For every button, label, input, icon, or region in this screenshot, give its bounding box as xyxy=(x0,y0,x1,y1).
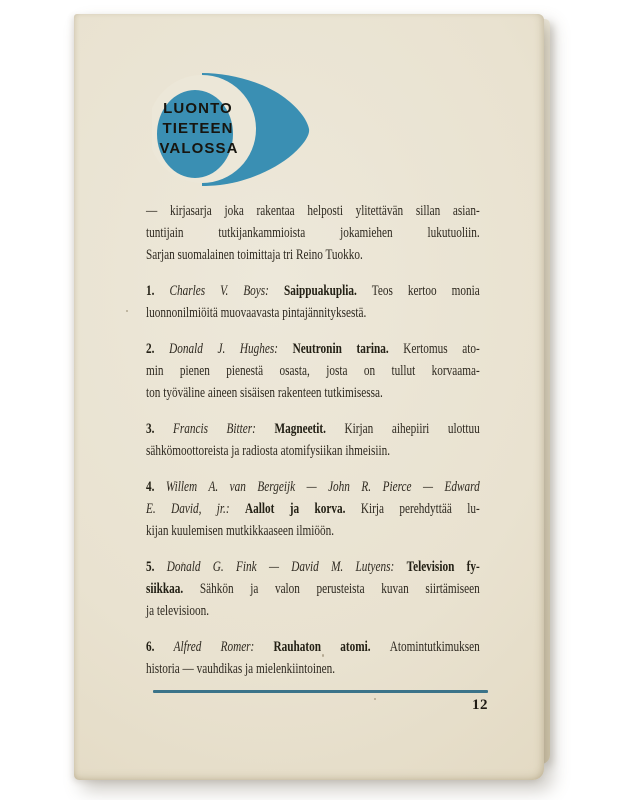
paper-speck xyxy=(126,310,128,312)
text-line: — kirjasarja joka rakentaa helposti ylitettävän sillan asian- xyxy=(146,203,480,219)
text-line: 5. Donald G. Fink — David M. Lutyens: Television fy- xyxy=(146,559,480,575)
paper-speck xyxy=(182,562,184,564)
text-line: 4. Willem A. van Bergeijk — John R. Pierce — Edward xyxy=(146,479,480,495)
logo-text-line-3: VALOSSA xyxy=(159,140,239,157)
paper-speck xyxy=(322,654,324,657)
book-entry-5 xyxy=(146,556,480,622)
book-page xyxy=(74,14,544,780)
text-line: ja televisioon. xyxy=(146,603,210,619)
text-line: luonnonilmiöitä muovaavasta pintajännityksestä. xyxy=(146,305,367,321)
text-line: 1. Charles V. Boys: Saippuakuplia. Teos kertoo monia xyxy=(146,283,480,299)
page-number: 12 xyxy=(472,697,488,713)
text-line: 3. Francis Bitter: Magneetit. Kirjan aihepiiri ulottuu xyxy=(146,421,480,437)
text-line: 2. Donald J. Hughes: Neutronin tarina. Kertomus ato- xyxy=(146,341,480,357)
book-entry-6 xyxy=(146,636,480,680)
divider-rule xyxy=(153,690,488,693)
text-line: tuntijain tutkijankammioista jokamiehen lukutuoliin. xyxy=(146,225,480,241)
text-line: kijan kuulemisen mutkikkaaseen ilmiöön. xyxy=(146,523,335,539)
series-egg-logo-icon xyxy=(152,72,312,188)
text-line: min pienen pienestä osasta, josta on tullut korvaama- xyxy=(146,363,480,379)
text-column xyxy=(146,200,480,694)
text-line: sähkömoottoreista ja radiosta atomifysiikan ihmeisiin. xyxy=(146,443,391,459)
book-entry-2 xyxy=(146,338,480,404)
paper-speck xyxy=(374,698,376,700)
logo-text-line-1: LUONTO xyxy=(163,100,233,117)
book-entry-3 xyxy=(146,418,480,462)
intro-paragraph xyxy=(146,200,480,266)
text-line: Sarjan suomalainen toimittaja tri Reino Tuokko. xyxy=(146,247,363,263)
text-line: ton työväline aineen sisäisen rakenteen tutkimisessa. xyxy=(146,385,383,401)
text-line: siikkaa. Sähkön ja valon perusteista kuvan siirtämiseen xyxy=(146,581,480,597)
text-line: 6. Alfred Romer: Rauhaton atomi. Atomintutkimuksen xyxy=(146,639,480,655)
text-line: E. David, jr.: Aallot ja korva. Kirja perehdyttää lu- xyxy=(146,501,480,517)
logo-text-line-2: TIETEEN xyxy=(162,120,234,137)
book-entry-1 xyxy=(146,280,480,324)
text-line: historia — vauhdikas ja mielenkiintoinen. xyxy=(146,661,336,677)
book-entry-4 xyxy=(146,476,480,542)
